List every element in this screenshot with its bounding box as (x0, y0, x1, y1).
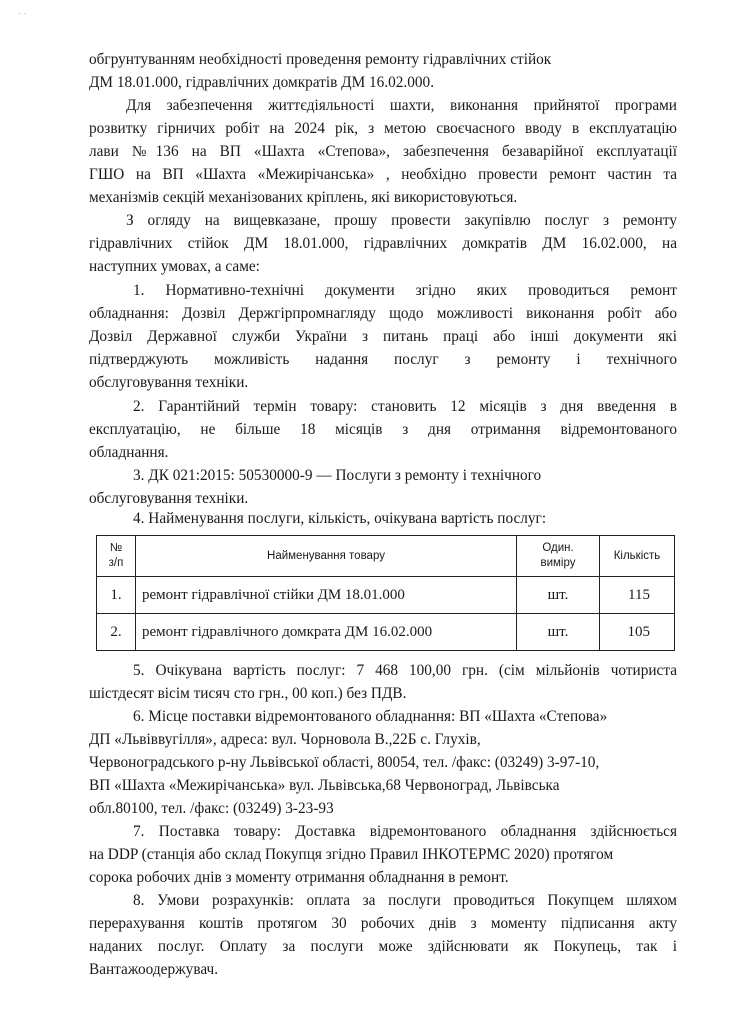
cell-name: ремонт гідравлічної стійки ДМ 18.01.000 (136, 577, 517, 614)
corner-mark: · · (18, 8, 27, 18)
body-line: підтверджують можливість надання послуг з ремонту і технічного (89, 351, 677, 368)
body-line: Червоноградського р-ну Львівської області, 80054, тел. /факс: (03249) 3-97-10, (89, 754, 600, 771)
body-line: 7. Поставка товару: Доставка відремонтованого обладнання здійснюється (133, 823, 677, 840)
body-line: сорока робочих днів з моменту отримання обладнання в ремонт. (89, 869, 509, 886)
body-line: Вантажоодержувач. (89, 961, 219, 978)
cell-qty: 105 (600, 614, 675, 651)
body-line: гідравлічних стійок ДМ 18.01.000, гідравлічних домкратів ДМ 16.02.000, на (89, 235, 677, 252)
header-unit-line1: Один. (542, 542, 574, 554)
col-header-number (97, 536, 136, 577)
header-number-line1: № (109, 542, 123, 554)
body-line: З огляду на вищевказане, прошу провести закупівлю послуг з ремонту (126, 212, 677, 229)
body-line: експлуатацію, не більше 18 місяців з дня отримання відремонтованого (89, 421, 677, 438)
col-header-unit (517, 536, 600, 577)
body-line: обгрунтуванням необхідності проведення ремонту гідравлічних стійок (89, 51, 552, 68)
cell-number: 1. (97, 577, 136, 614)
body-line: 8. Умови розрахунків: оплата за послуги проводиться Покупцем шляхом (133, 892, 677, 909)
cell-name: ремонт гідравлічного домкрата ДМ 16.02.000 (136, 614, 517, 651)
body-line: 3. ДК 021:2015: 50530000-9 — Послуги з ремонту і технічного (133, 467, 542, 484)
table-row (97, 577, 675, 614)
body-line: ВП «Шахта «Межирічанська» вул. Львівська,68 Червоноград, Львівська (89, 777, 560, 794)
body-line: 2. Гарантійний термін товару: становить 12 місяців з дня введення в (133, 398, 677, 415)
cell-qty: 115 (600, 577, 675, 614)
body-line: 4. Найменування послуги, кількість, очікувана вартість послуг: (133, 510, 547, 527)
body-line: обладнання: Дозвіл Держгірпромнагляду щодо можливості виконання робіт або (89, 305, 677, 322)
header-number-line2: з/п (108, 557, 124, 569)
col-header-name: Найменування товару (136, 536, 517, 577)
body-line: 6. Місце поставки відремонтованого обладнання: ВП «Шахта «Степова» (133, 708, 608, 725)
body-line: наданих послуг. Оплату за послуги може здійснювати як Покупець, так і (89, 938, 677, 955)
body-line: ДП «Львіввугілля», адреса: вул. Чорновола В.,22Б с. Глухів, (89, 731, 481, 748)
body-line: обслуговування техніки. (89, 374, 249, 391)
body-line: ГШО на ВП «Шахта «Межирічанська» , необхідно провести ремонт частин та (89, 166, 677, 183)
cell-unit: шт. (517, 614, 600, 651)
cell-unit: шт. (517, 577, 600, 614)
body-line: шістдесят вісім тисяч сто грн., 00 коп.) без ПДВ. (89, 685, 407, 702)
body-line: обл.80100, тел. /факс: (03249) 3-23-93 (89, 800, 334, 817)
body-line: Для забезпечення життєдіяльності шахти, виконання прийнятої програми (126, 97, 677, 114)
body-line: ДМ 18.01.000, гідравлічних домкратів ДМ 16.02.000. (89, 74, 435, 91)
body-line: наступних умовах, а саме: (89, 258, 260, 275)
cell-number: 2. (97, 614, 136, 651)
table-header-row (97, 536, 675, 577)
body-line: 5. Очікувана вартість послуг: 7 468 100,00 грн. (сім мільйонів чотириста (133, 662, 677, 679)
body-line: 1. Нормативно-технічні документи згідно яких проводиться ремонт (133, 282, 677, 299)
body-line: механізмів секцій механізованих кріплень, які використовуються. (89, 189, 518, 206)
table-row (97, 614, 675, 651)
body-line: Дозвіл Державної служби України з питань праці або інші документи які (89, 328, 677, 345)
header-unit-line2: виміру (540, 557, 576, 569)
body-line: обладнання. (89, 444, 169, 461)
body-line: перерахування коштів протягом 30 робочих днів з моменту підписання акту (89, 915, 677, 932)
body-line: лави №136 на ВП «Шахта «Степова», забезпечення безаварійної експлуатації (89, 143, 677, 160)
col-header-qty: Кількість (600, 536, 675, 577)
body-line: на DDP (станція або склад Покупця згідно Правил ІНКОТЕРМС 2020) протягом (89, 846, 614, 863)
services-table (96, 535, 675, 651)
body-line: розвитку гірничих робіт на 2024 рік, з метою своєчасного вводу в експлуатацію (89, 120, 677, 137)
body-line: обслуговування техніки. (89, 490, 249, 507)
